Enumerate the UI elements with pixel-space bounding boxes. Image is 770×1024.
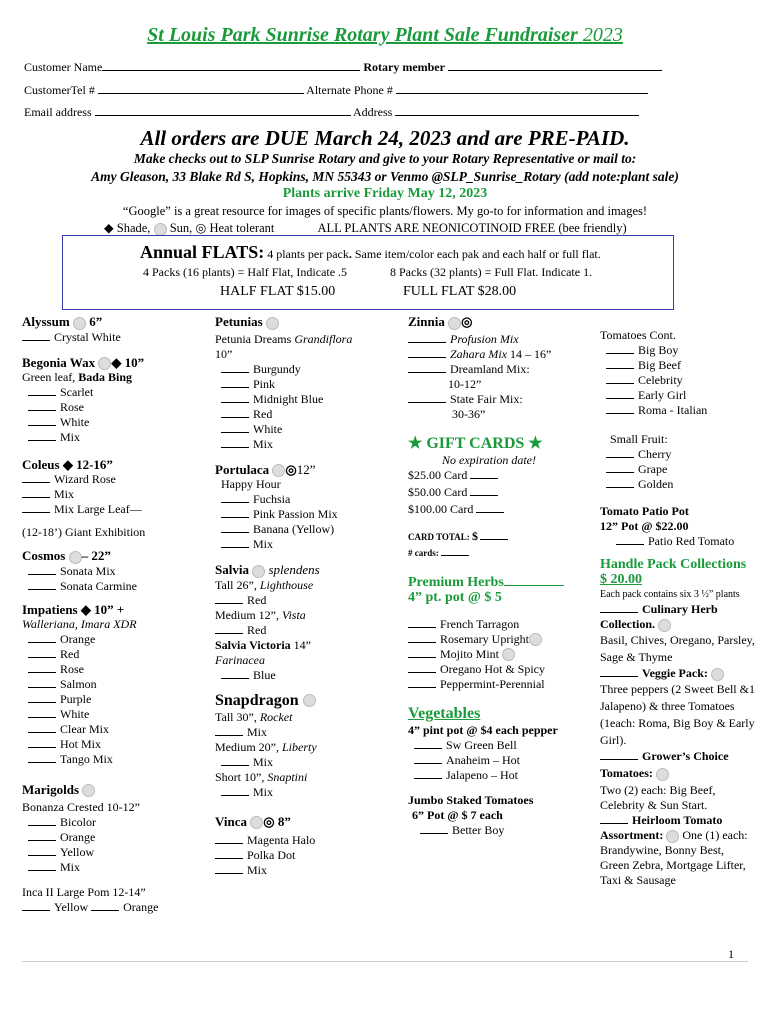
sun-icon: [82, 784, 95, 797]
diamond-icon: ◆: [111, 354, 122, 370]
qty-field[interactable]: [28, 632, 56, 643]
salvia-med: Medium 12”, Vista: [215, 607, 306, 622]
list-item: Hot Mix: [22, 737, 158, 752]
heirloom-desc-4: Taxi & Sausage: [600, 873, 676, 887]
list-item: $25.00 Card: [408, 468, 564, 483]
list-item: Jalapeno – Hot: [408, 768, 564, 783]
qty-field[interactable]: [606, 373, 634, 384]
list-item: Blue: [215, 668, 352, 683]
qty-field[interactable]: [606, 403, 634, 414]
salvia-victoria: Salvia Victoria 14”: [215, 637, 311, 652]
veggie-heading: Veggie Pack:: [600, 666, 755, 681]
qty-field[interactable]: [221, 507, 249, 518]
diamond-icon: ◆: [62, 457, 73, 473]
qty-field[interactable]: [221, 362, 249, 373]
jumbo-price: 6” Pot @ $ 7 each: [412, 807, 503, 822]
flats-desc2: Same item/color each pak and each half or full flat.: [354, 247, 601, 261]
qty-field[interactable]: [476, 502, 504, 513]
qty-field[interactable]: [408, 332, 446, 343]
patio-heading: Tomato Patio Pot: [600, 504, 689, 518]
star-icon: ★: [528, 434, 543, 452]
qty-field[interactable]: [28, 860, 56, 871]
address-field[interactable]: [395, 105, 639, 116]
sun-icon: [448, 317, 461, 330]
qty-field[interactable]: [414, 753, 442, 764]
list-item: Oregano Hot & Spicy: [408, 662, 564, 677]
list-item: Mix: [22, 430, 158, 445]
petunias-size: 10”: [215, 346, 233, 361]
inca-sub: Inca II Large Pom 12-14”: [22, 885, 146, 900]
list-item: Fuchsia: [215, 492, 352, 507]
diamond-icon: ◆: [80, 601, 91, 617]
half-flat-price: HALF FLAT $15.00: [220, 284, 336, 299]
marigolds-sub: Bonanza Crested 10-12”: [22, 800, 140, 815]
address-label: Address: [353, 105, 393, 119]
star-icon: ★: [408, 434, 423, 452]
page-title: [0, 24, 770, 47]
sun-icon: [666, 830, 679, 843]
list-item: Red: [215, 407, 352, 422]
qty-field[interactable]: [600, 813, 628, 824]
qty-field[interactable]: [22, 502, 50, 513]
qty-field[interactable]: [28, 415, 56, 426]
list-item: $50.00 Card: [408, 485, 564, 500]
footer-divider: [22, 961, 748, 962]
herbs-price: 4” pt. pot @ $ 5: [408, 589, 502, 605]
list-item: Red: [22, 647, 158, 662]
qty-field[interactable]: [408, 392, 446, 403]
list-item: Celebrity: [600, 373, 755, 388]
snap-short: Short 10”, Snaptini: [215, 769, 308, 784]
list-item: Sonata Carmine: [22, 579, 158, 594]
sun-icon: [69, 551, 82, 564]
list-item: White: [22, 415, 158, 430]
list-item: Tango Mix: [22, 752, 158, 767]
veggie-desc-2: Jalapeno) & three Tomatoes: [600, 699, 735, 713]
coleus-note: (12-18’) Giant Exhibition: [22, 525, 146, 540]
culinary-heading: Culinary Herb: [600, 602, 755, 617]
herbs-heading: Premium Herbs: [408, 575, 564, 590]
list-item: Yellow: [22, 845, 158, 860]
diamond-icon: ◆: [104, 221, 114, 235]
sun-icon: [502, 648, 515, 661]
list-item: French Tarragon: [408, 617, 564, 632]
qty-field[interactable]: [28, 564, 56, 575]
growers-heading: Grower’s Choice: [600, 749, 755, 764]
qty-field[interactable]: [600, 666, 638, 677]
qty-field[interactable]: [414, 768, 442, 779]
neonic-note: ALL PLANTS ARE NEONICOTINOID FREE (bee friendly): [317, 221, 627, 235]
gift-note: No expiration date!: [442, 452, 536, 467]
qty-field[interactable]: [221, 785, 249, 796]
sun-icon: [252, 565, 265, 578]
sun-icon: [303, 694, 316, 707]
salvia-farinacea: Farinacea: [215, 652, 265, 667]
legend-line: [104, 220, 627, 236]
page-number: 1: [728, 947, 734, 961]
list-item: Midnight Blue: [215, 392, 352, 407]
list-item: Patio Red Tomato: [600, 534, 755, 549]
qty-field[interactable]: [28, 430, 56, 441]
list-item: Better Boy: [408, 823, 564, 838]
qty-field[interactable]: [215, 593, 243, 604]
qty-field[interactable]: [215, 725, 243, 736]
email-label: Email address: [24, 105, 92, 119]
list-item: Purple: [22, 692, 158, 707]
email-line: [24, 105, 639, 120]
qty-field[interactable]: [28, 692, 56, 703]
qty-field[interactable]: [600, 749, 638, 760]
jumbo-heading: Jumbo Staked Tomatoes: [408, 792, 534, 807]
list-item: Orange: [22, 632, 158, 647]
zinnia-dream-size: 10-12”: [448, 376, 482, 391]
qty-field[interactable]: [600, 602, 638, 613]
qty-field[interactable]: [22, 472, 50, 483]
qty-field[interactable]: [606, 343, 634, 354]
list-item: Mix: [215, 437, 352, 452]
snap-tall: Tall 30”, Rocket: [215, 709, 293, 724]
card-total-field[interactable]: [480, 529, 508, 540]
list-item: Mix: [215, 755, 352, 770]
column-3: [408, 314, 564, 838]
qty-field[interactable]: [221, 537, 249, 548]
list-item: Orange: [22, 830, 158, 845]
list-item: Mix: [22, 860, 158, 875]
list-item: Sonata Mix: [22, 564, 158, 579]
alternate-phone-field[interactable]: [396, 83, 648, 94]
impatiens-heading: Impatiens ◆ 10” +: [22, 601, 125, 617]
qty-field[interactable]: [221, 407, 249, 418]
heat-icon: ◎: [461, 314, 473, 329]
qty-field[interactable]: [408, 347, 446, 358]
qty-field[interactable]: [22, 330, 50, 341]
portulaca-sub: Happy Hour: [221, 477, 281, 492]
qty-field[interactable]: [221, 437, 249, 448]
list-item: Red: [215, 593, 352, 608]
list-item: Mix: [215, 537, 352, 552]
list-item: White: [22, 707, 158, 722]
salvia-tall: Tall 26”, Lighthouse: [215, 577, 314, 592]
sun-icon: [266, 317, 279, 330]
qty-field[interactable]: [28, 737, 56, 748]
growers-heading-2: Tomatoes:: [600, 764, 755, 783]
qty-field[interactable]: [408, 362, 446, 373]
list-item: State Fair Mix:: [408, 392, 564, 407]
qty-field[interactable]: [470, 485, 498, 496]
qty-field[interactable]: [221, 668, 249, 679]
heat-icon: ◎: [263, 813, 275, 829]
qty-field[interactable]: [408, 632, 436, 643]
legend-heat: Heat tolerant: [209, 221, 275, 235]
list-item: Golden: [600, 477, 755, 492]
heat-icon: ◎: [285, 461, 297, 477]
qty-field[interactable]: [606, 358, 634, 369]
culinary-heading-2: Collection.: [600, 617, 755, 632]
list-item: Mix: [215, 725, 352, 740]
veggie-desc-3: (1each: Roma, Big Boy & Early: [600, 716, 755, 730]
begonia-sub: Green leaf, Bada Bing: [22, 370, 132, 385]
qty-field[interactable]: [28, 647, 56, 658]
list-item: Mix: [215, 785, 352, 800]
qty-field[interactable]: [28, 830, 56, 841]
culinary-desc-1: Basil, Chives, Oregano, Parsley,: [600, 633, 755, 647]
qty-field[interactable]: [221, 492, 249, 503]
alyssum-heading: Alyssum 6”: [22, 314, 103, 329]
column-1: [22, 314, 158, 915]
qty-field[interactable]: [616, 534, 644, 545]
list-item: Mojito Mint: [408, 647, 564, 662]
qty-field[interactable]: [606, 447, 634, 458]
eight-packs: 8 Packs (32 plants) = Full Flat. Indicate 1.: [390, 265, 593, 279]
num-cards-field[interactable]: [441, 545, 469, 556]
list-item: Bicolor: [22, 815, 158, 830]
cosmos-heading: Cosmos – 22”: [22, 548, 111, 564]
growers-desc-2: Celebrity & Sun Start.: [600, 798, 708, 812]
sun-icon: [656, 768, 669, 781]
heirloom-heading: Heirloom Tomato: [600, 813, 755, 828]
vinca-heading: Vinca ◎ 8”: [215, 813, 291, 829]
begonia-heading: Begonia Wax ◆ 10”: [22, 354, 145, 370]
list-item: Crystal White: [22, 330, 158, 345]
portulaca-heading: Portulaca ◎12”: [215, 461, 316, 477]
veggie-desc-4: Girl).: [600, 733, 627, 747]
gift-cards-heading: ★ GIFT CARDS ★: [408, 434, 543, 452]
qty-field[interactable]: [606, 388, 634, 399]
list-item: Salmon: [22, 677, 158, 692]
snapdragon-heading: Snapdragon: [215, 693, 352, 708]
list-item: Pink: [215, 377, 352, 392]
list-item: Scarlet: [22, 385, 158, 400]
qty-field[interactable]: [28, 752, 56, 763]
qty-field[interactable]: [606, 462, 634, 473]
veg-price: 4” pint pot @ $4 each pepper: [408, 722, 558, 737]
email-field[interactable]: [95, 105, 351, 116]
qty-field[interactable]: [420, 823, 448, 834]
list-item: Clear Mix: [22, 722, 158, 737]
qty-field[interactable]: [221, 755, 249, 766]
zinnia-state-size: 30-36”: [452, 406, 486, 421]
list-item: Wizard Rose: [22, 472, 158, 487]
qty-field[interactable]: [408, 662, 436, 673]
list-item: Peppermint-Perennial: [408, 677, 564, 692]
customer-name-label: Customer Name: [24, 60, 103, 74]
due-notice: All orders are DUE March 24, 2023 and are PRE-PAID.: [140, 126, 630, 150]
list-item: Pink Passion Mix: [215, 507, 352, 522]
qty-field[interactable]: [91, 900, 119, 911]
list-item: Roma - Italian: [600, 403, 755, 418]
qty-field[interactable]: [408, 617, 436, 628]
qty-field[interactable]: [28, 579, 56, 590]
customer-tel-label: CustomerTel #: [24, 83, 95, 97]
qty-field[interactable]: [221, 522, 249, 533]
list-item: Rose: [22, 400, 158, 415]
inca-items: Yellow Orange: [22, 900, 158, 915]
four-packs: 4 Packs (16 plants) = Half Flat, Indicate .5: [143, 265, 348, 279]
list-item: Red: [215, 623, 352, 638]
impatiens-sub: Walleriana, Imara XDR: [22, 616, 137, 631]
qty-field[interactable]: [22, 900, 50, 911]
qty-field[interactable]: [28, 400, 56, 411]
salvia-heading: Salvia splendens: [215, 562, 320, 578]
qty-field[interactable]: [470, 468, 498, 479]
arrive-date: Plants arrive Friday May 12, 2023: [282, 186, 488, 201]
qty-field[interactable]: [414, 738, 442, 749]
petunias-sub: Petunia Dreams Grandiflora: [215, 331, 353, 346]
qty-field[interactable]: [215, 623, 243, 634]
column-4: [600, 328, 755, 888]
handle-heading: Handle Pack Collections: [600, 557, 747, 572]
list-item: Magenta Halo: [215, 833, 352, 848]
small-fruit: Small Fruit:: [610, 432, 668, 446]
qty-field[interactable]: [215, 833, 243, 844]
legend-shade: Shade,: [116, 221, 151, 235]
sun-icon: [154, 223, 167, 236]
marigolds-heading: Marigolds: [22, 782, 158, 798]
list-item: Cherry: [600, 447, 755, 462]
veggie-desc-1: Three peppers (2 Sweet Bell &1: [600, 682, 755, 696]
sun-icon: [658, 619, 671, 632]
qty-field[interactable]: [221, 377, 249, 388]
qty-field[interactable]: [28, 845, 56, 856]
vegetables-heading: Vegetables: [408, 704, 481, 722]
checks-instruction: Make checks out to SLP Sunrise Rotary and give to your Rotary Representative or mail to:: [133, 151, 637, 166]
sun-icon: [272, 464, 285, 477]
rotary-member-field[interactable]: [448, 60, 662, 71]
snap-med: Medium 20”, Liberty: [215, 739, 317, 754]
customer-tel-line: [24, 83, 648, 98]
qty-field[interactable]: [221, 422, 249, 433]
heirloom-heading-2: Assortment: One (1) each:: [600, 828, 748, 842]
qty-field[interactable]: [215, 848, 243, 859]
qty-field[interactable]: [215, 863, 243, 874]
heat-icon: ◎: [195, 221, 207, 235]
qty-field[interactable]: [28, 662, 56, 673]
column-2: [215, 314, 352, 878]
list-item: Big Boy: [600, 343, 755, 358]
list-item: Polka Dot: [215, 848, 352, 863]
handle-price: $ 20.00: [600, 572, 642, 587]
sun-icon: [711, 668, 724, 681]
num-cards: # cards:: [408, 545, 564, 561]
list-item: Mix Large Leaf—: [22, 502, 158, 517]
sun-icon: [529, 633, 542, 646]
list-item: $100.00 Card: [408, 502, 564, 517]
qty-field[interactable]: [28, 722, 56, 733]
list-item: Profusion Mix: [408, 332, 564, 347]
qty-field[interactable]: [28, 707, 56, 718]
list-item: Zahara Mix 14 – 16”: [408, 347, 564, 362]
list-item: Mix: [22, 487, 158, 502]
customer-name-line: [24, 60, 662, 75]
qty-field[interactable]: [22, 487, 50, 498]
patio-price: 12” Pot @ $22.00: [600, 519, 689, 533]
card-total: CARD TOTAL: $: [408, 529, 564, 545]
heirloom-desc-3: Green Zebra, Mortgage Lifter,: [600, 858, 746, 872]
list-item: Dreamland Mix:: [408, 362, 564, 377]
qty-field[interactable]: [28, 385, 56, 396]
google-note: “Google” is a great resource for images of specific plants/flowers. My go-to for information and images!: [122, 204, 648, 218]
coleus-heading: Coleus ◆ 12-16”: [22, 457, 113, 473]
list-item: White: [215, 422, 352, 437]
list-item: Mix: [215, 863, 352, 878]
culinary-desc-2: Sage & Thyme: [600, 650, 673, 664]
flats-desc1: 4 plants per pack: [267, 247, 349, 261]
list-item: Rose: [22, 662, 158, 677]
customer-tel-field[interactable]: [98, 83, 304, 94]
list-item: Banana (Yellow): [215, 522, 352, 537]
handle-note: Each pack contains six 3 ½” plants: [600, 589, 740, 600]
list-item: Anaheim – Hot: [408, 753, 564, 768]
sun-icon: [98, 357, 111, 370]
qty-field[interactable]: [28, 815, 56, 826]
heirloom-desc-2: Brandywine, Bonny Best,: [600, 843, 724, 857]
petunias-heading: Petunias: [215, 314, 352, 330]
list-item: Sw Green Bell: [408, 738, 564, 753]
tomatoes-cont: Tomatoes Cont.: [600, 328, 676, 342]
qty-field[interactable]: [221, 392, 249, 403]
qty-field[interactable]: [606, 477, 634, 488]
rotary-member-label: Rotary member: [363, 60, 445, 74]
list-item: Big Beef: [600, 358, 755, 373]
qty-field[interactable]: [408, 677, 436, 688]
title-text: St Louis Park Sunrise Rotary Plant Sale Fundraiser: [147, 24, 578, 46]
full-flat-price: FULL FLAT $28.00: [403, 284, 517, 299]
flats-title-line: Annual FLATS: 4 plants per pack. Same item/color each pak and each half or full flat.: [140, 242, 601, 262]
customer-name-field[interactable]: [102, 60, 360, 71]
list-item: Rosemary Upright: [408, 632, 564, 647]
alternate-phone-label: Alternate Phone #: [306, 83, 393, 97]
sun-icon: [73, 317, 86, 330]
list-item: Grape: [600, 462, 755, 477]
list-item: Early Girl: [600, 388, 755, 403]
flats-title: Annual FLATS:: [140, 242, 265, 262]
qty-field[interactable]: [408, 647, 436, 658]
sun-icon: [250, 816, 263, 829]
growers-desc-1: Two (2) each: Big Beef,: [600, 783, 716, 797]
qty-field[interactable]: [28, 677, 56, 688]
legend-sun: Sun,: [169, 221, 193, 235]
mail-instruction: Amy Gleason, 33 Blake Rd S, Hopkins, MN 55343 or Venmo @SLP_Sunrise_Rotary (add note:plant sale): [91, 169, 679, 184]
list-item: Burgundy: [215, 362, 352, 377]
title-year: 2023: [582, 24, 623, 46]
zinnia-heading: Zinnia ◎: [408, 314, 473, 329]
